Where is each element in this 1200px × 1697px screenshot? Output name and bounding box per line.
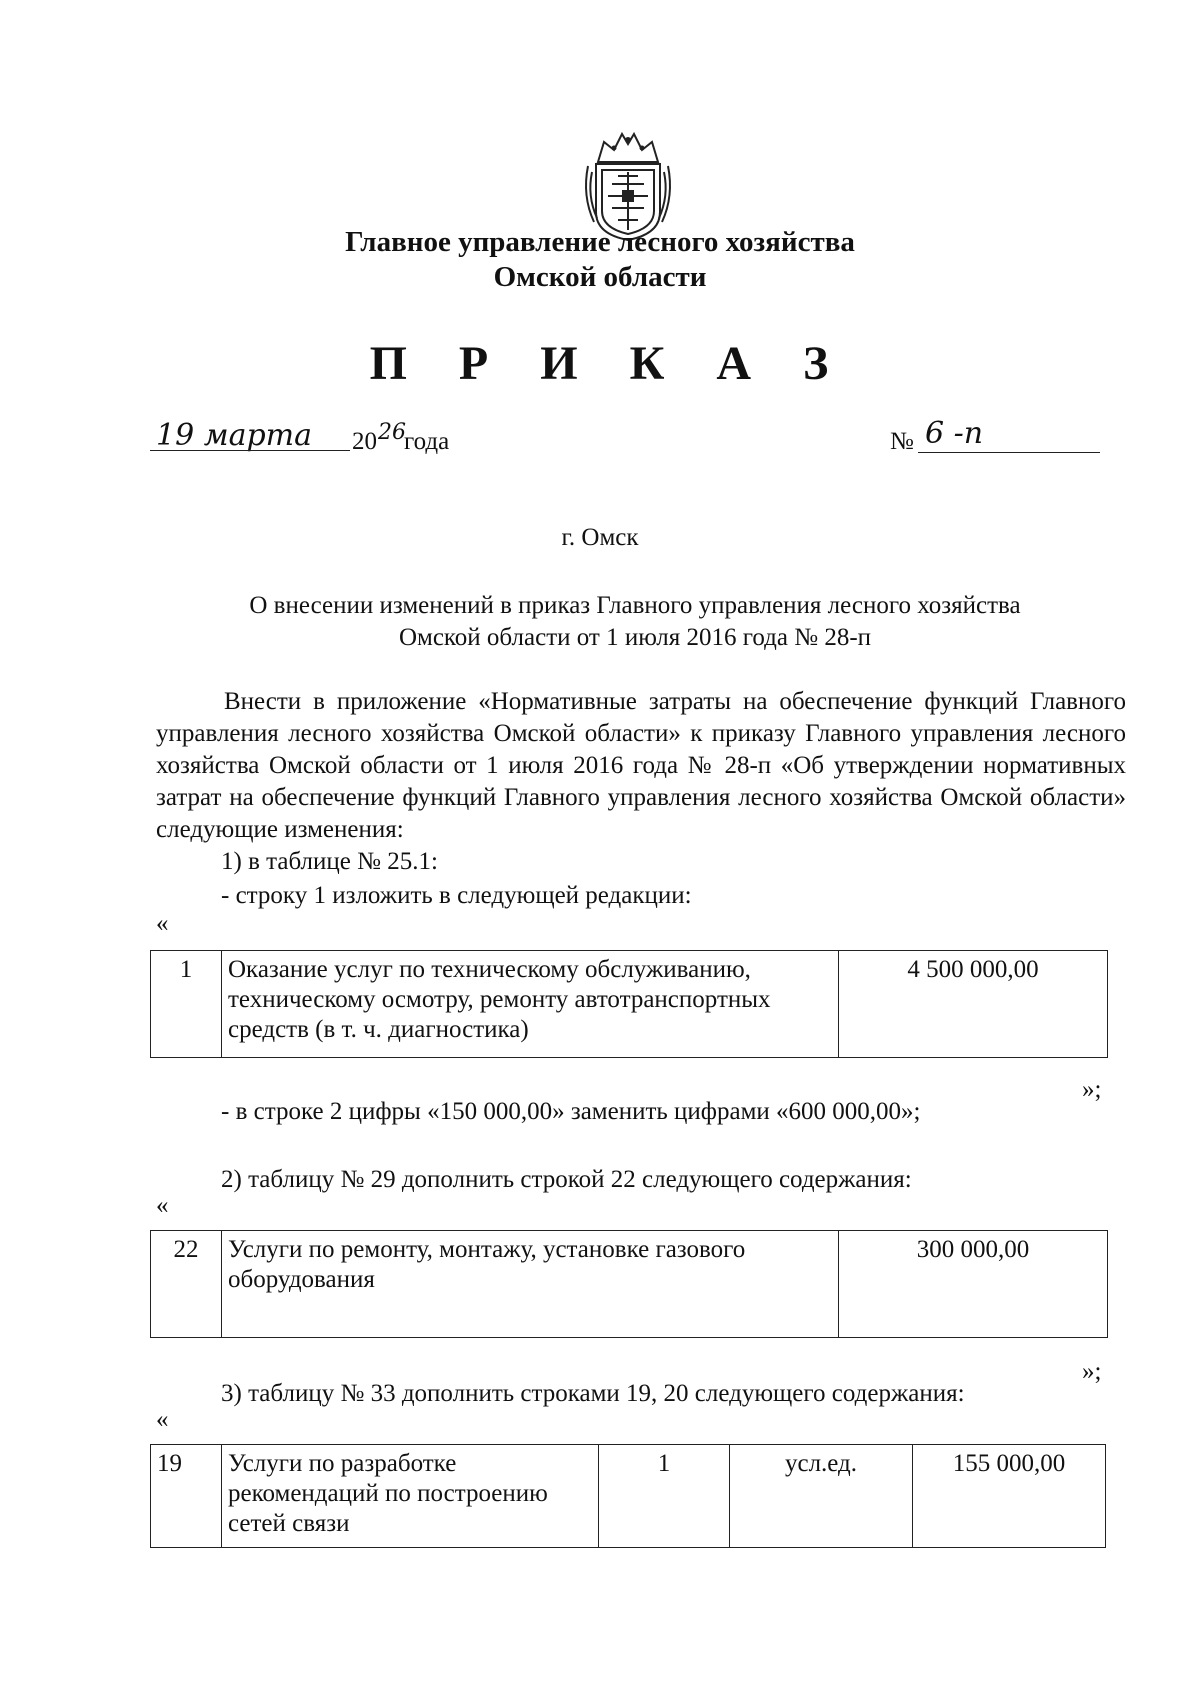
row-number: 22: [151, 1231, 222, 1338]
year-prefix: 20: [352, 428, 377, 455]
open-quote-2: «: [156, 1192, 169, 1219]
row-amount: 300 000,00: [839, 1231, 1108, 1338]
open-quote-3: «: [156, 1406, 169, 1433]
city: г. Омск: [561, 524, 639, 551]
organization-name-line2: Омской области: [493, 261, 707, 293]
year-handwritten: 26: [378, 420, 406, 445]
item-3: 3) таблицу № 33 дополнить строками 19, 20 следующего содержания:: [221, 1380, 965, 1407]
table-row: [151, 1445, 1106, 1548]
row-description: Оказание услуг по техническому обслуживанию, техническому осмотру, ремонту автотранспортных средств (в т. ч. диагностика): [222, 951, 839, 1058]
subject-line1: О внесении изменений в приказ Главного управления лесного хозяйства: [249, 592, 1021, 619]
close-quote-2: »;: [1082, 1358, 1102, 1385]
row-amount: 155 000,00: [913, 1445, 1106, 1548]
order-date-handwritten: 19 марта: [156, 418, 313, 453]
row-quantity: 1: [599, 1445, 730, 1548]
order-number-handwritten: 6 -п: [925, 416, 984, 451]
row-unit: усл.ед.: [730, 1445, 913, 1548]
date-underline: [150, 450, 350, 451]
item-1-instruction-2: - в строке 2 цифры «150 000,00» заменить цифрами «600 000,00»;: [221, 1098, 921, 1125]
item-1-instruction: - строку 1 изложить в следующей редакции:: [221, 882, 692, 909]
row-number: 1: [151, 951, 222, 1058]
item-2: 2) таблицу № 29 дополнить строкой 22 следующего содержания:: [221, 1166, 912, 1193]
row-number: 19: [151, 1445, 222, 1548]
organization-name-line1: Главное управление лесного хозяйства: [345, 226, 855, 258]
table-29-row: [150, 1230, 1108, 1338]
open-quote-1: «: [156, 910, 169, 937]
table-25-1-row: [150, 950, 1108, 1058]
document-type-title: П Р И К А З: [369, 337, 849, 390]
row-amount: 4 500 000,00: [839, 951, 1108, 1058]
row-description: Услуги по разработке рекомендаций по построению сетей связи: [222, 1445, 599, 1548]
order-number-label: №: [890, 428, 914, 455]
order-subject: [190, 590, 1080, 654]
number-underline: [918, 452, 1100, 453]
row-description: Услуги по ремонту, монтажу, установке газового оборудования: [222, 1231, 839, 1338]
year-suffix: года: [404, 428, 450, 455]
subject-line2: Омской области от 1 июля 2016 года № 28-п: [398, 624, 872, 651]
table-33-rows: [150, 1444, 1106, 1548]
item-1: 1) в таблице № 25.1:: [221, 848, 438, 875]
table-row: [151, 951, 1108, 1058]
table-row: [151, 1231, 1108, 1338]
close-quote-1: »;: [1082, 1076, 1102, 1103]
intro-paragraph: Внести в приложение «Нормативные затраты на обеспечение функций Главного управления лесного хозяйства Омской области» к приказу Главного управления лесного хозяйства Омской области от 1 июля 2016 года № 28-п «Об утверждении нормативных затрат на обеспечение функций Главного управления лесного хозяйства Омской области» следующие изменения:: [156, 688, 1126, 843]
